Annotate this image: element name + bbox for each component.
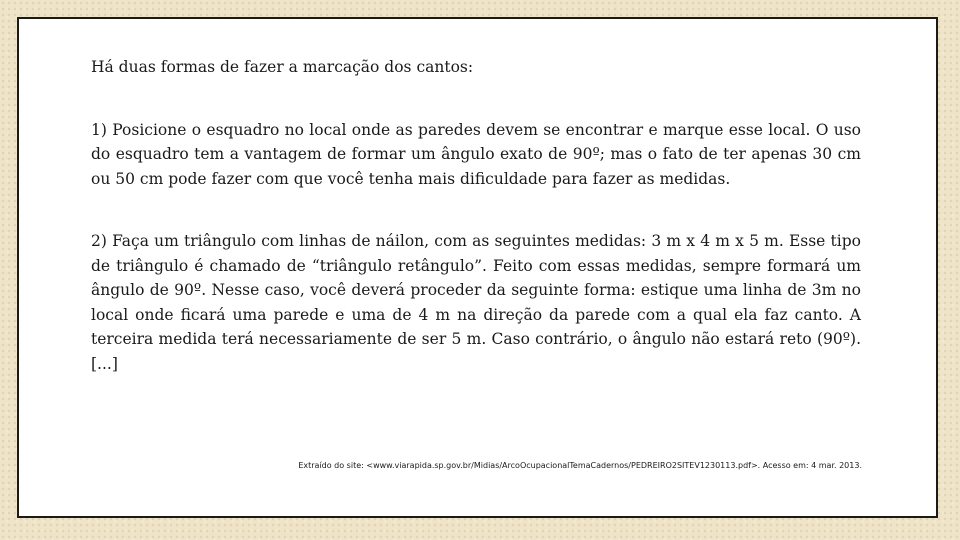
slide-frame	[17, 17, 938, 518]
paragraph-1: 1) Posicione o esquadro no local onde as paredes devem se encontrar e marque esse local. O uso do esquadro tem a vantagem de formar um ângulo exato de 90º; mas o fato de ter apenas 30 cm ou 50 cm pode fazer com que você tenha mais dificuldade para fazer as medidas.	[91, 120, 861, 188]
paragraph-2: 2) Faça um triângulo com linhas de náilon, com as seguintes medidas: 3 m x 4 m x 5 m. Esse tipo de triângulo é chamado de “triângulo retângulo”. Feito com essas medidas, sempre formará um ângulo de 90º. Nesse caso, você deverá proceder da seguinte forma: estique uma linha de 3m no local onde ficará uma parede e uma de 4 m na direção da parede com a qual ela faz canto. A terceira medida terá necessariamente de ser 5 m. Caso contrário, o ângulo não estará reto (90º). [...]	[91, 232, 861, 373]
source-citation: Extraído do site: <www.viarapida.sp.gov.br/Midias/ArcoOcupacionalTemaCadernos/PEDREIRO2SITEV1230113.pdf>. Acesso em: 4 mar. 2013.	[298, 461, 862, 470]
intro-text: Há duas formas de fazer a marcação dos cantos:	[91, 58, 474, 76]
text-body	[91, 55, 861, 376]
